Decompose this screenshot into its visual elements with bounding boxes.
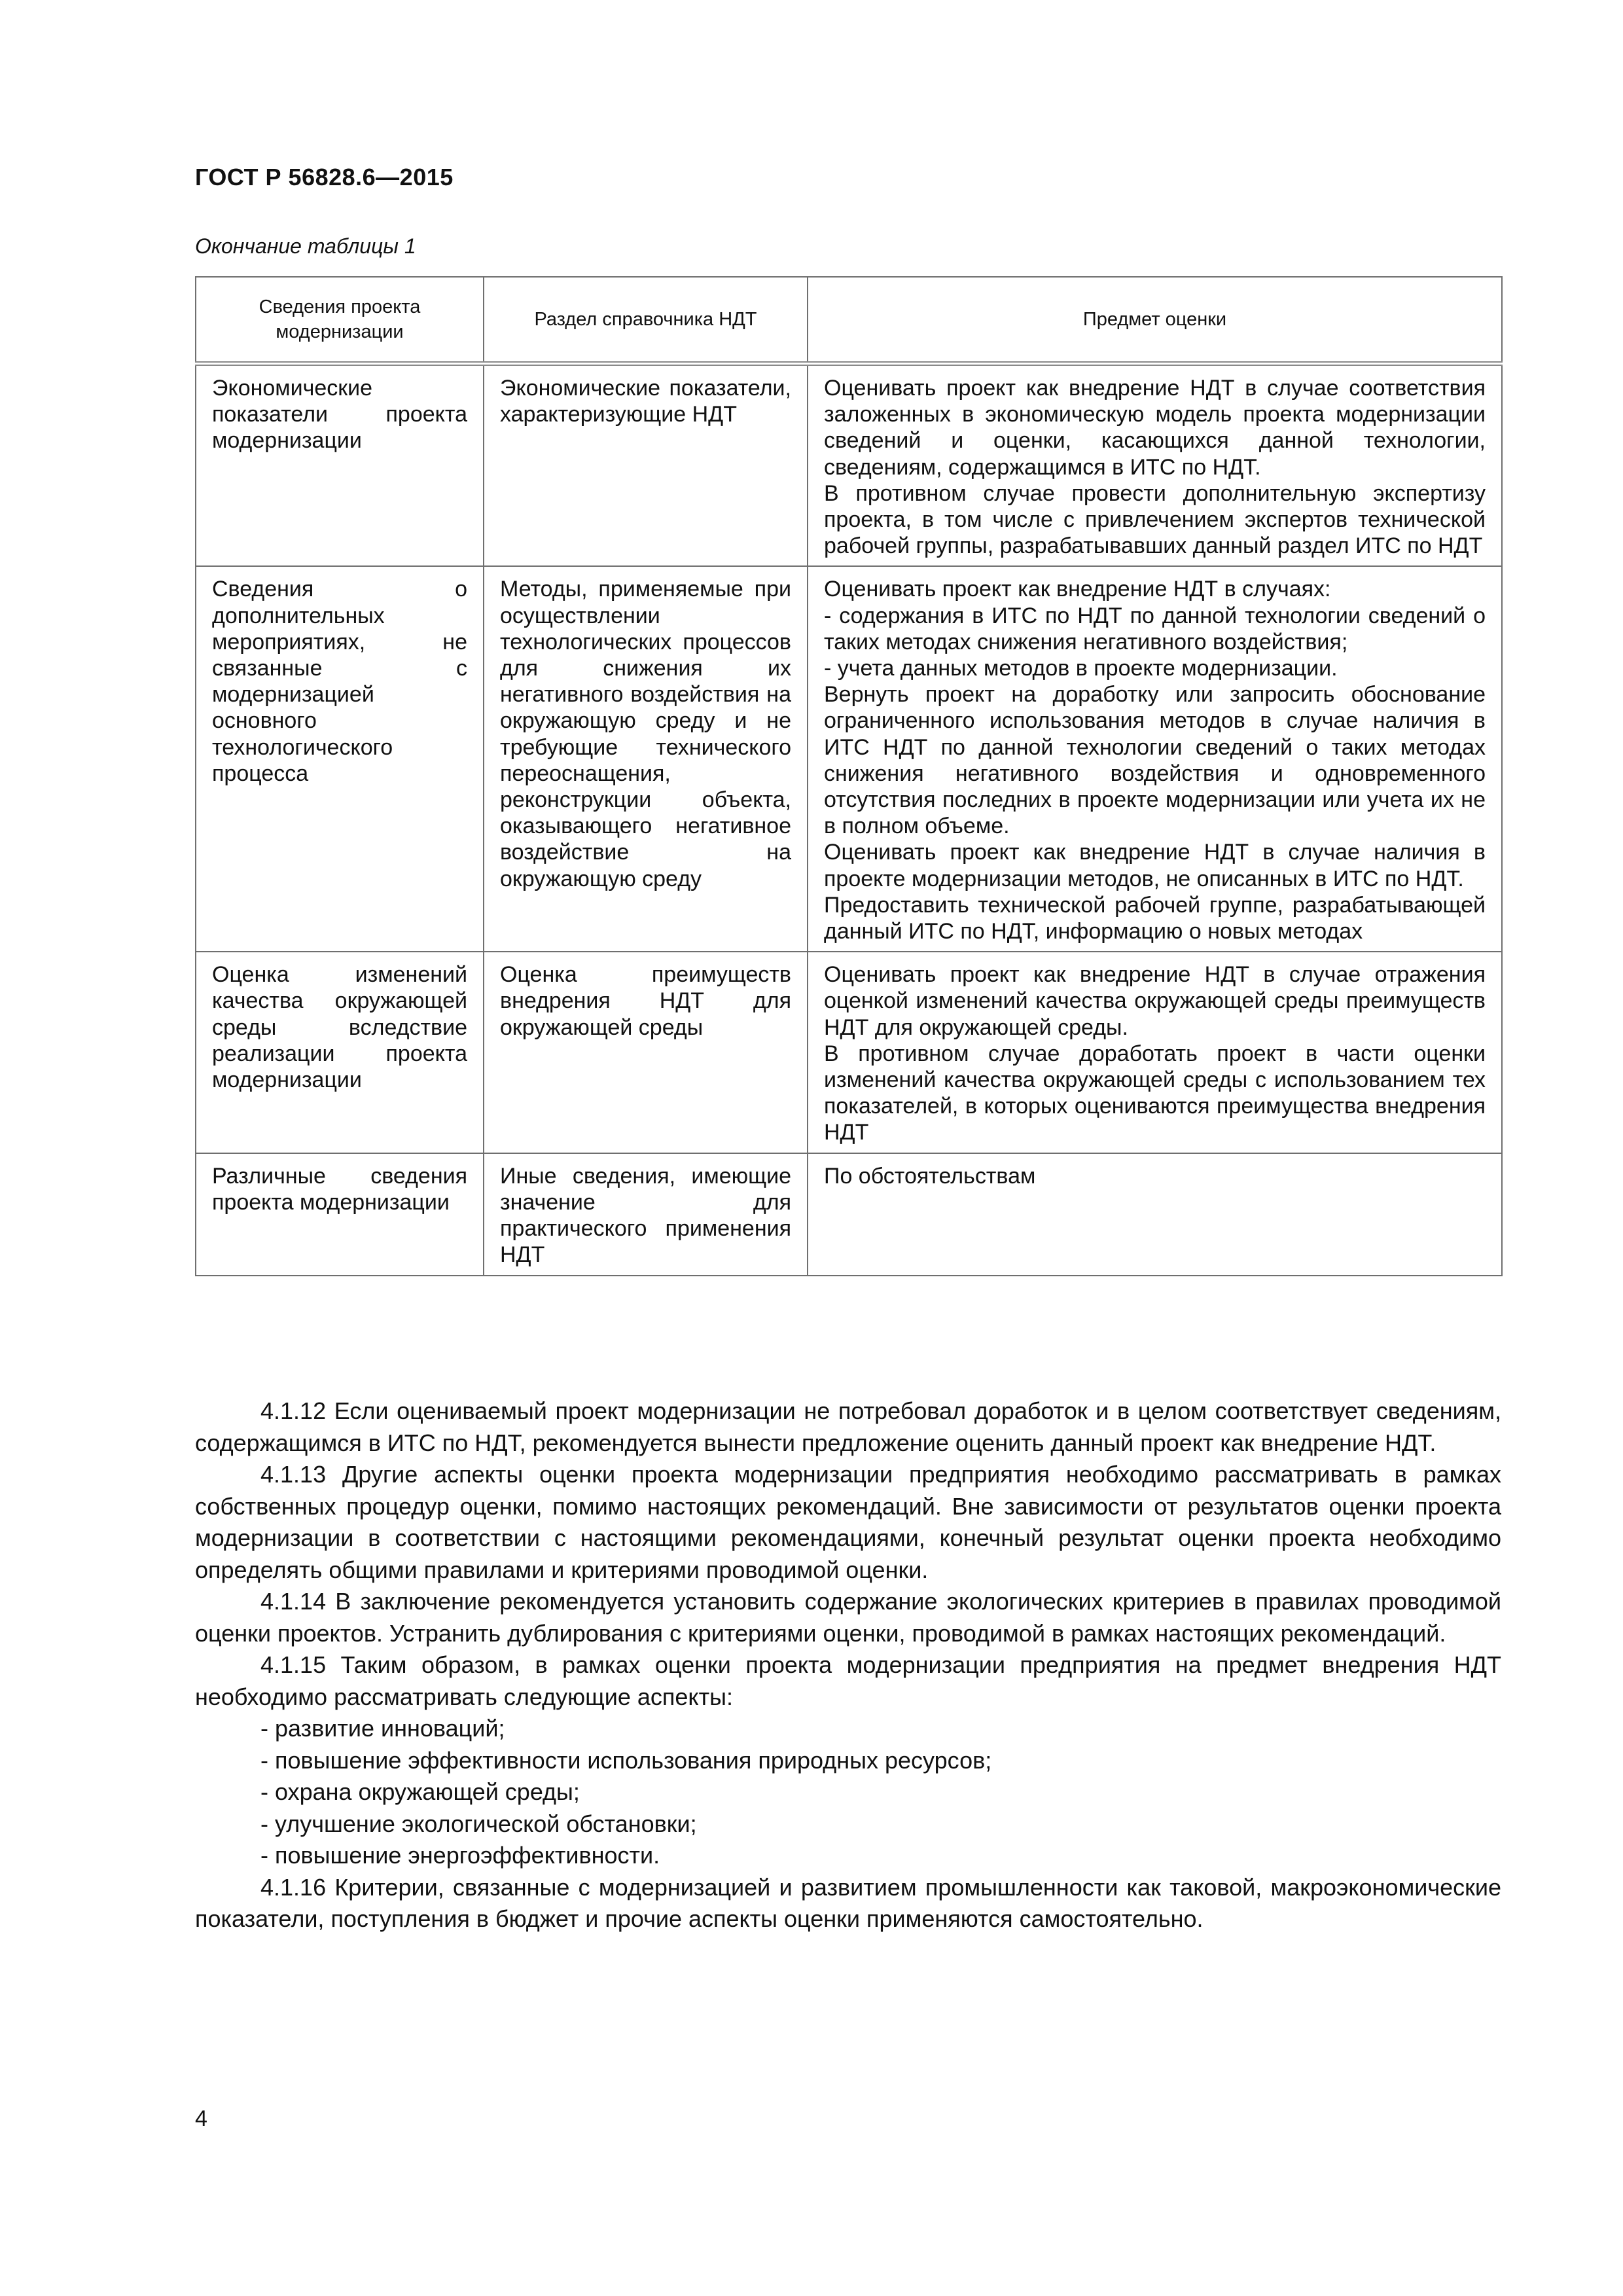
table-row xyxy=(196,364,1502,567)
assessment-cell xyxy=(808,952,1502,1153)
paragraph-4-1-14: 4.1.14 В заключение рекомендуется установить содержание экологических критериев в правилах проводимой оценки проектов. Устранить дублирования с критериями оценки, проводимой в рамках настоящих рекомендаций. xyxy=(195,1588,1501,1647)
assessment-line: - учета данных методов в проекте модернизации. xyxy=(824,656,1338,681)
table-row xyxy=(196,952,1502,1153)
page-number: 4 xyxy=(195,2106,207,2131)
column-header-assessment-subject: Предмет оценки xyxy=(808,277,1502,364)
assessment-line: Вернуть проект на доработку или запросить обоснование ограниченного использования методов в случае наличия в ИТС НДТ по данной технологии сведений о таких методах снижения негативного воздействия и одновременного отсутствия последних в проекте модернизации или учета их не в полном объеме. xyxy=(824,682,1486,839)
assessment-line: Предоставить технической рабочей группе, разрабатывающей данный ИТС по НДТ, информацию о новых методах xyxy=(824,892,1486,944)
list-item: - повышение энергоэффективности. xyxy=(260,1842,660,1869)
assessment-line: По обстоятельствам xyxy=(824,1163,1036,1189)
assessment-line: Оценивать проект как внедрение НДТ в случае наличия в проекте модернизации методов, не описанных в ИТС по НДТ. xyxy=(824,840,1486,891)
paragraph-4-1-12: 4.1.12 Если оцениваемый проект модернизации не потребовал доработок и в целом соответствует сведениям, содержащимся в ИТС по НДТ, рекомендуется вынести предложение оценить данный проект как внедрение НДТ. xyxy=(195,1397,1501,1456)
assessment-table xyxy=(195,276,1503,1276)
column-header-ndt-section: Раздел справочника НДТ xyxy=(484,277,808,364)
project-info-cell: Различные сведения проекта модернизации xyxy=(196,1153,484,1276)
assessment-line: В противном случае доработать проект в части оценки изменений качества окружающей среды с использованием тех показателей, в которых оцениваются преимущества внедрения НДТ xyxy=(824,1041,1486,1145)
ndt-section-cell: Методы, применяемые при осуществлении технологических процессов для снижения их негативного воздействия на окружающую среду и не требующие технического переоснащения, реконструкции объекта, оказывающего негативное воздействие на окружающую среду xyxy=(484,566,808,952)
document-code: ГОСТ Р 56828.6—2015 xyxy=(195,164,454,190)
list-item: - улучшение экологической обстановки; xyxy=(260,1810,697,1837)
assessment-cell xyxy=(808,1153,1502,1276)
column-header-project-info: Сведения проекта модернизации xyxy=(196,277,484,364)
project-info-cell: Экономические показатели проекта модернизации xyxy=(196,364,484,567)
list-item: - охрана окружающей среды; xyxy=(260,1778,580,1805)
table-caption: Окончание таблицы 1 xyxy=(195,234,416,258)
paragraph-4-1-15: 4.1.15 Таким образом, в рамках оценки проекта модернизации предприятия на предмет внедрения НДТ необходимо рассматривать следующие аспекты: xyxy=(195,1651,1501,1710)
list-item: - повышение эффективности использования природных ресурсов; xyxy=(260,1746,992,1774)
ndt-section-cell: Оценка преимуществ внедрения НДТ для окружающей среды xyxy=(484,952,808,1153)
list-item: - развитие инноваций; xyxy=(260,1715,505,1742)
assessment-cell xyxy=(808,566,1502,952)
project-info-cell: Оценка изменений качества окружающей среды вследствие реализации проекта модернизации xyxy=(196,952,484,1153)
assessment-line: В противном случае провести дополнительную экспертизу проекта, в том числе с привлечением экспертов технической рабочей группы, разрабатывавших данный раздел ИТС по НДТ xyxy=(824,480,1486,559)
body-text xyxy=(195,1395,1501,1935)
assessment-line: Оценивать проект как внедрение НДТ в случае отражения оценкой изменений качества окружающей среды преимуществ НДТ для окружающей среды. xyxy=(824,962,1486,1040)
project-info-cell: Сведения о дополнительных мероприятиях, не связанные с модернизацией основного технологического процесса xyxy=(196,566,484,952)
assessment-line: Оценивать проект как внедрение НДТ в случаях: xyxy=(824,577,1331,602)
ndt-section-cell: Экономические показатели, характеризующие НДТ xyxy=(484,364,808,567)
assessment-line: Оценивать проект как внедрение НДТ в случае соответствия заложенных в экономическую модель проекта модернизации сведений и оценки, касающихся данной технологии, сведениям, содержащимся в ИТС по НДТ. xyxy=(824,376,1486,480)
assessment-cell xyxy=(808,364,1502,567)
table-row xyxy=(196,566,1502,952)
table-header-row xyxy=(196,277,1502,364)
paragraph-4-1-16: 4.1.16 Критерии, связанные с модернизацией и развитием промышленности как таковой, макроэкономические показатели, поступления в бюджет и прочие аспекты оценки применяются самостоятельно. xyxy=(195,1873,1501,1932)
ndt-section-cell: Иные сведения, имеющие значение для практического применения НДТ xyxy=(484,1153,808,1276)
table-row xyxy=(196,1153,1502,1276)
assessment-line: - содержания в ИТС по НДТ по данной технологии сведений о таких методах снижения негативного воздействия; xyxy=(824,603,1486,655)
paragraph-4-1-13: 4.1.13 Другие аспекты оценки проекта модернизации предприятия необходимо рассматривать в рамках собственных процедур оценки, помимо настоящих рекомендаций. Вне зависимости от результатов оценки проекта модернизации в соответствии с настоящими рекомендациями, конечный результат оценки проекта необходимо определять общими правилами и критериями проводимой оценки. xyxy=(195,1461,1501,1583)
